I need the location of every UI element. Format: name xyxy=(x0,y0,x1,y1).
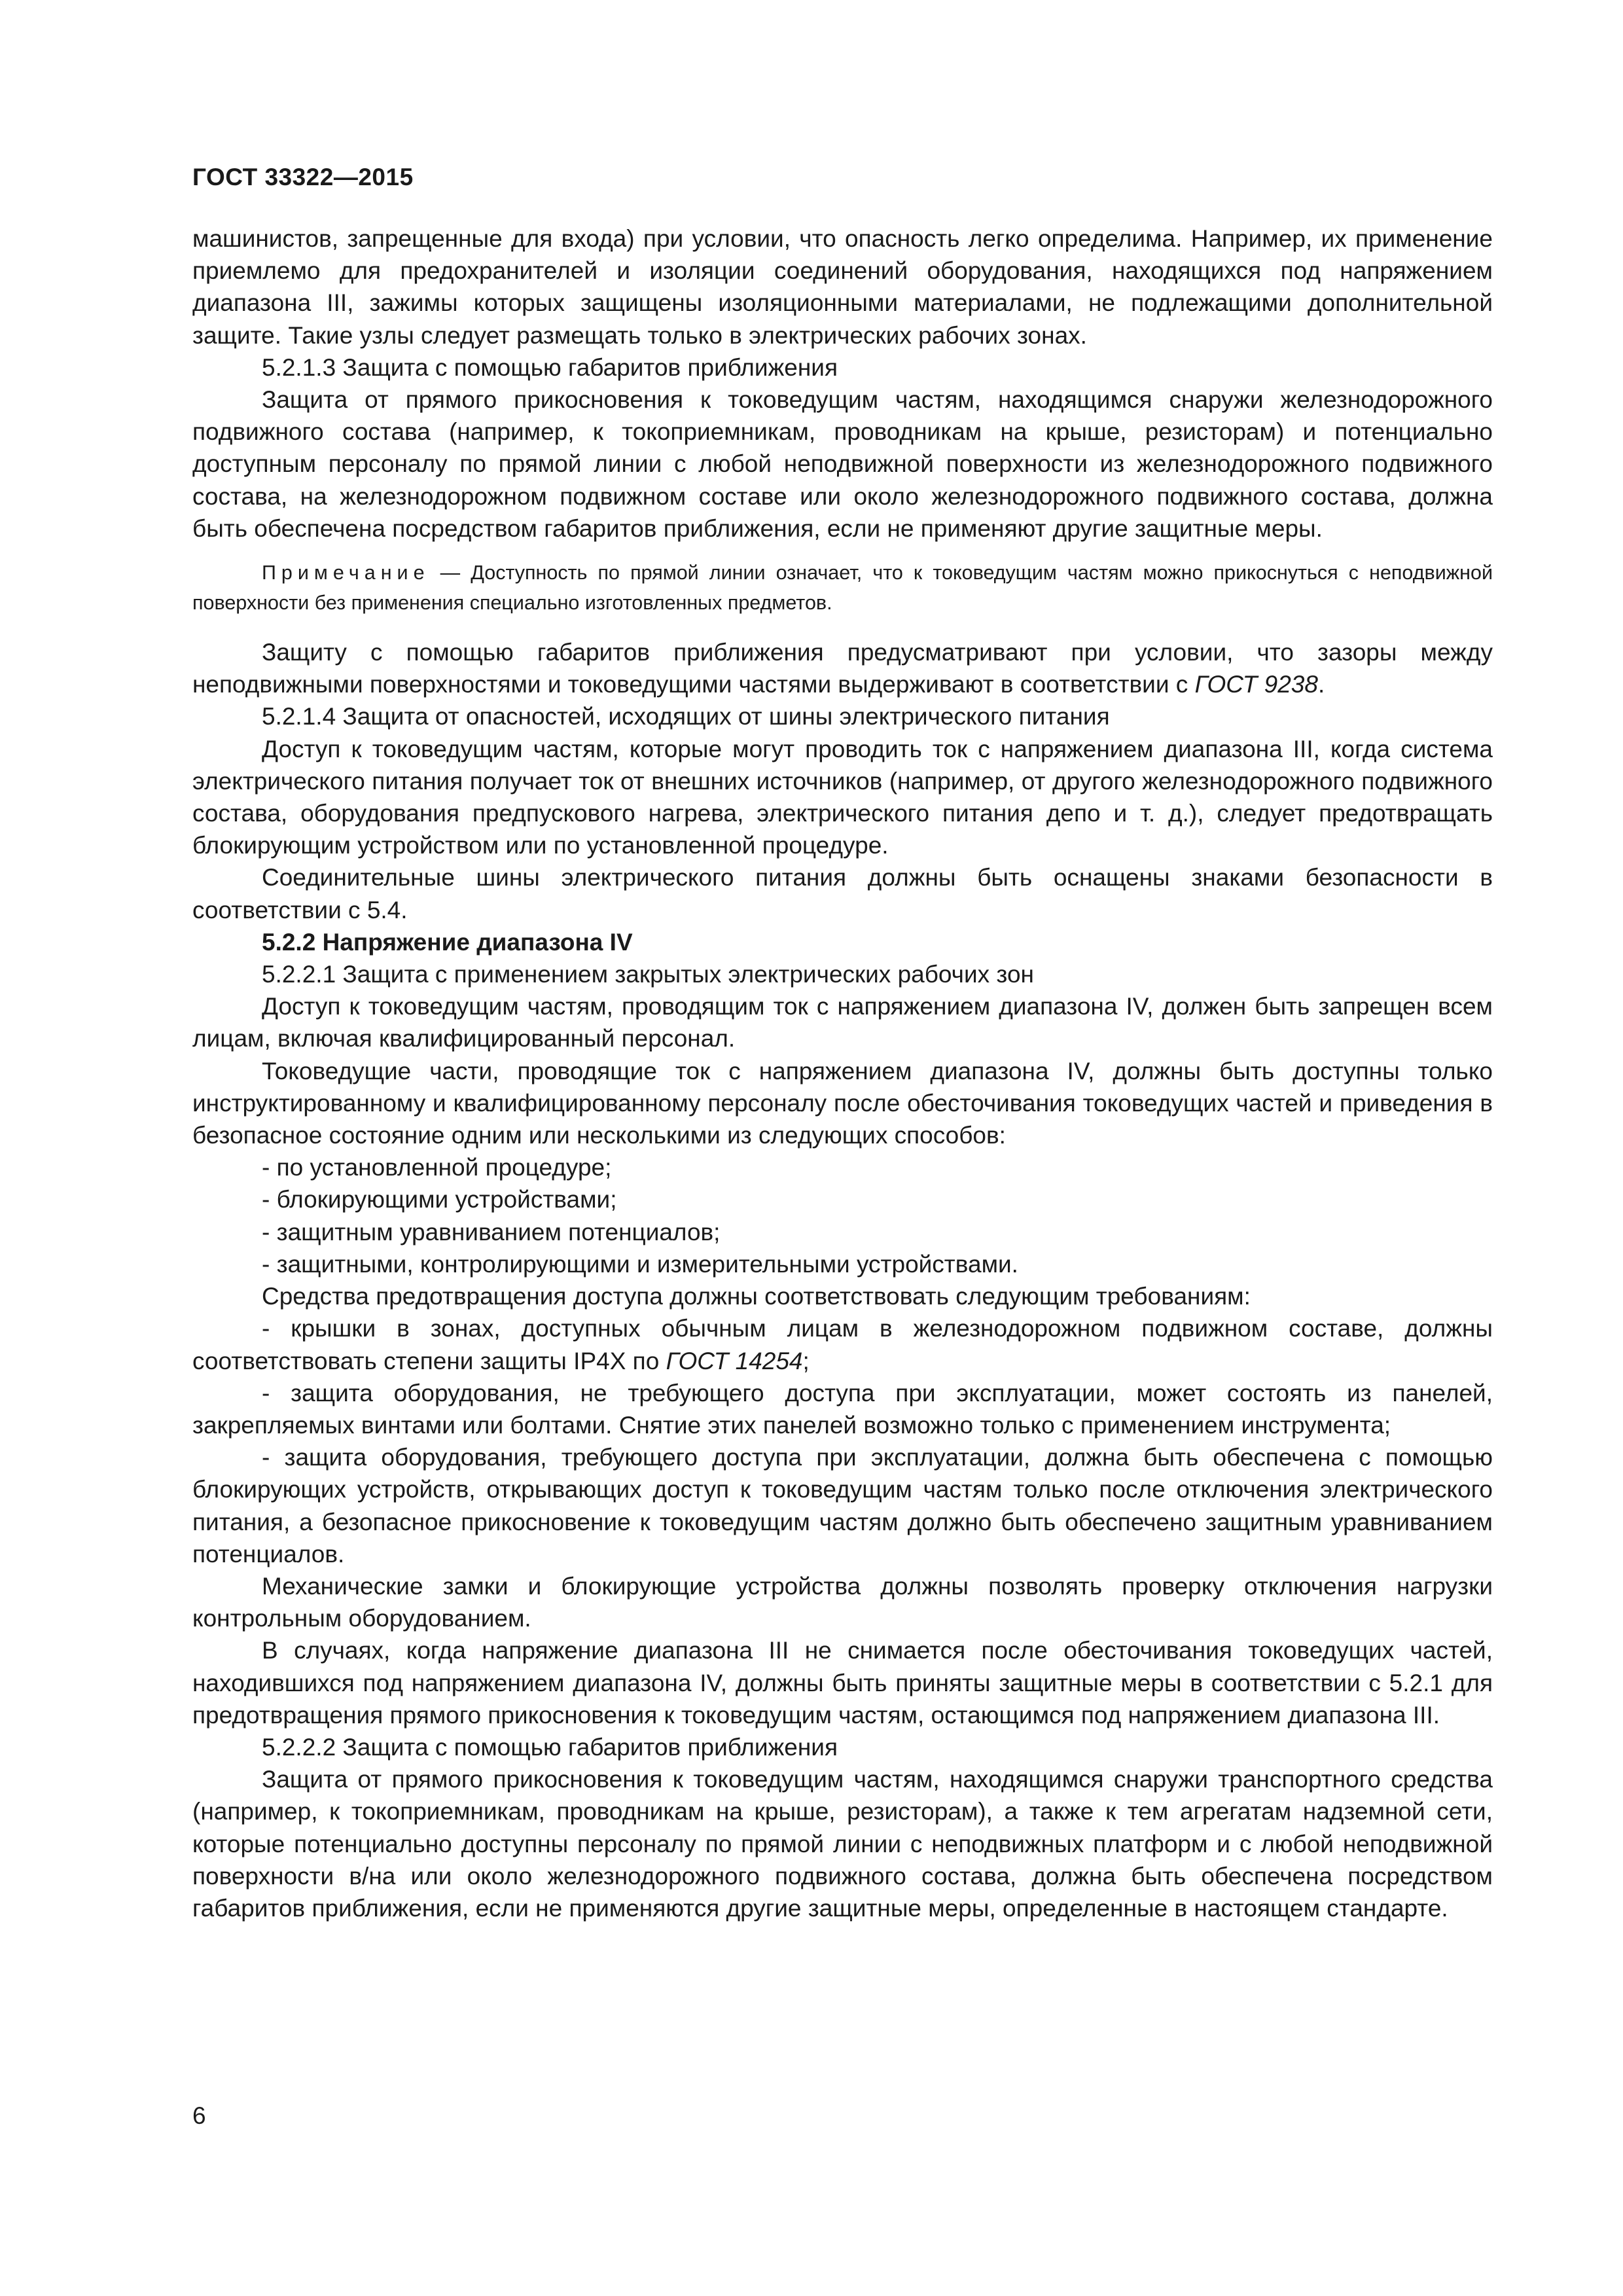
paragraph: Механические замки и блокирующие устройства должны позволять проверку отключения нагрузки контрольным оборудованием. xyxy=(192,1572,1493,1632)
paragraph: Средства предотвращения доступа должны соответствовать следующим требованиям: xyxy=(262,1283,1251,1310)
paragraph: Соединительные шины электрического питания должны быть оснащены знаками безопасности в соответствии с 5.4. xyxy=(192,864,1493,924)
list-item: - защита оборудования, требующего доступа при эксплуатации, должна быть обеспечена с помощью блокирующих устройств, открывающих доступ к токоведущим частям только после отключения электрического питания, а безопасное прикосновение к токоведущим частям должно быть обеспечено защитным уравниванием потенциалов. xyxy=(192,1444,1493,1568)
paragraph: В случаях, когда напряжение диапазона III не снимается после обесточивания токоведущих частей, находившихся под напряжением диапазона IV, должны быть приняты защитные меры в соответствии с 5.2.1 для предотвращения прямого прикосновения к токоведущим частям, остающимся под напряжением диапазона III. xyxy=(192,1637,1493,1729)
note-text: — Доступность по прямой линии означает, что к токоведущим частям можно прикоснуться с неподвижной поверхности без применения специально изготовленных предметов. xyxy=(192,562,1493,615)
paragraph: Доступ к токоведущим частям, проводящим ток с напряжением диапазона IV, должен быть запрещен всем лицам, включая квалифицированный персонал. xyxy=(192,993,1493,1052)
list-item: - по установленной процедуре; xyxy=(262,1154,612,1181)
punctuation: ; xyxy=(802,1347,810,1374)
clause-title-5-2-1-4: 5.2.1.4 Защита от опасностей, исходящих от шины электрического питания xyxy=(262,703,1110,730)
paragraph: машинистов, запрещенные для входа) при условии, что опасность легко определима. Например, их применение приемлемо для предохранителей и изоляции соединений оборудования, находящихся под напряжением диапазона III, зажимы которых защищены изоляционными материалами, не подлежащими дополнительной защите. Такие узлы следует размещать только в электрических рабочих зонах. xyxy=(192,225,1493,349)
list-item-text: - крышки в зонах, доступных обычным лицам в железнодорожном подвижном составе, должны соответствовать степени защиты IP4X по xyxy=(192,1315,1493,1374)
paragraph: Защита от прямого прикосновения к токоведущим частям, находящимся снаружи транспортного средства (например, к токоприемникам, проводникам на крыше, резисторам), а также к тем агрегатам надземной сети, которые потенциально доступны персоналу по прямой линии с неподвижных платформ и с любой неподвижной поверхности в/на или около железнодорожного подвижного состава, должна быть обеспечена посредством габаритов приближения, если не применяются другие защитные меры, определенные в настоящем стандарте. xyxy=(192,1766,1493,1922)
note-label: Примечание xyxy=(262,562,430,584)
note xyxy=(192,558,1493,618)
list-item: - блокирующими устройствами; xyxy=(262,1186,617,1213)
page-number: 6 xyxy=(192,2102,206,2129)
clause-title-5-2-2-2: 5.2.2.2 Защита с помощью габаритов приближения xyxy=(262,1733,838,1761)
list-item: - защитными, контролирующими и измерительными устройствами. xyxy=(262,1250,1018,1278)
list-item: - защитным уравниванием потенциалов; xyxy=(262,1218,721,1246)
paragraph xyxy=(192,636,1493,700)
paragraph: Доступ к токоведущим частям, которые могут проводить ток с напряжением диапазона III, когда система электрического питания получает ток от внешних источников (например, от другого железнодорожного подвижного состава, оборудования предпускового нагрева, электрического питания депо и т. д.), следует предотвращать блокирующим устройством или по установленной процедуре. xyxy=(192,735,1493,859)
paragraph: Защита от прямого прикосновения к токоведущим частям, находящимся снаружи железнодорожного подвижного состава (например, к токоприемникам, проводникам на крыше, резисторам) и потенциально доступным персоналу по прямой линии с любой неподвижной поверхности из железнодорожного подвижного состава, на железнодорожном подвижном составе или около железнодорожного подвижного состава, должна быть обеспечена посредством габаритов приближения, если не применяют другие защитные меры. xyxy=(192,386,1493,542)
clause-title-5-2-1-3: 5.2.1.3 Защита с помощью габаритов приближения xyxy=(262,353,838,381)
document-body xyxy=(192,223,1493,1924)
list-item xyxy=(192,1312,1493,1376)
paragraph: Токоведущие части, проводящие ток с напряжением диапазона IV, должны быть доступны только инструктированному и квалифицированному персоналу после обесточивания токоведущих частей и приведения в безопасное состояние одним или несколькими из следующих способов: xyxy=(192,1057,1493,1149)
list-item: - защита оборудования, не требующего доступа при эксплуатации, может состоять из панелей, закрепляемых винтами или болтами. Снятие этих панелей возможно только с применением инструмента; xyxy=(192,1379,1493,1439)
clause-title-5-2-2-1: 5.2.2.1 Защита с применением закрытых электрических рабочих зон xyxy=(262,961,1034,988)
standard-reference: ГОСТ 9238 xyxy=(1194,671,1318,698)
punctuation: . xyxy=(1317,671,1325,698)
paragraph-text: Защиту с помощью габаритов приближения предусматривают при условии, что зазоры между неподвижными поверхностями и токоведущими частями выдерживают в соответствии с xyxy=(192,639,1493,698)
standard-reference: ГОСТ 14254 xyxy=(666,1347,803,1374)
section-heading-5-2-2: 5.2.2 Напряжение диапазона IV xyxy=(262,928,633,956)
document-code-header: ГОСТ 33322—2015 xyxy=(192,164,414,190)
